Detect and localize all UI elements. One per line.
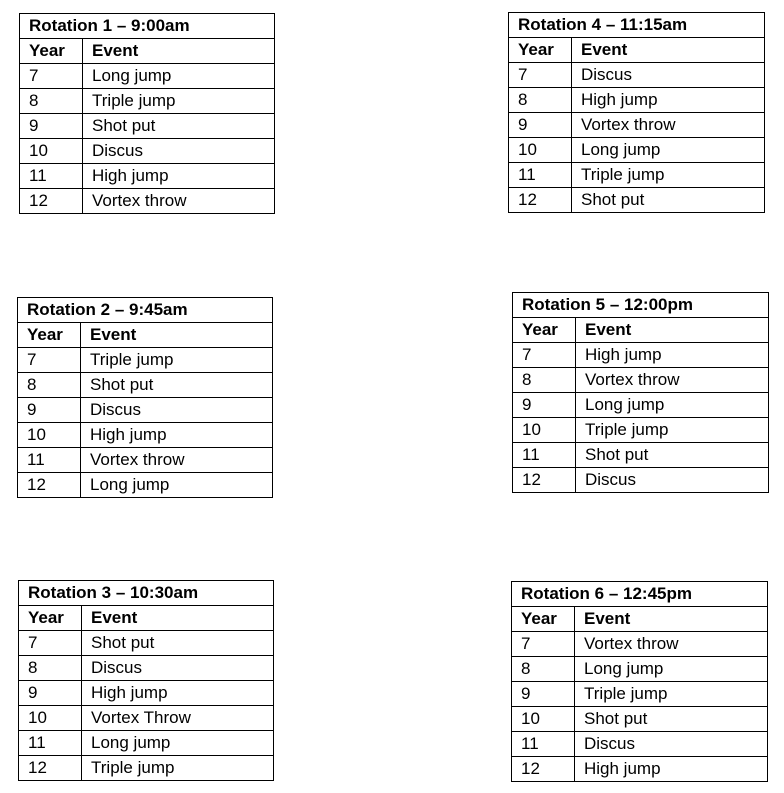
year-cell: 12	[513, 468, 576, 493]
table-row	[20, 164, 275, 189]
rotation-title-row	[20, 14, 275, 39]
rotation-title-row	[19, 581, 274, 606]
table-header-row	[509, 38, 765, 63]
year-cell: 8	[18, 373, 81, 398]
event-cell: High jump	[575, 757, 768, 782]
event-cell: High jump	[82, 681, 274, 706]
year-cell: 11	[20, 164, 83, 189]
event-cell: Triple jump	[575, 682, 768, 707]
year-cell: 10	[513, 418, 576, 443]
table-row	[18, 423, 273, 448]
event-cell: Shot put	[576, 443, 769, 468]
table-row	[19, 656, 274, 681]
table-row	[512, 732, 768, 757]
year-cell: 8	[19, 656, 82, 681]
year-cell: 10	[20, 139, 83, 164]
table-row	[509, 188, 765, 213]
rotation-3-table	[18, 580, 274, 781]
rotation-5-table	[512, 292, 769, 493]
table-row	[20, 189, 275, 214]
event-cell: Long jump	[82, 731, 274, 756]
event-cell: High jump	[83, 164, 275, 189]
event-cell: Vortex Throw	[82, 706, 274, 731]
year-column-header: Year	[18, 323, 81, 348]
event-cell: Triple jump	[572, 163, 765, 188]
event-cell: High jump	[572, 88, 765, 113]
year-cell: 12	[20, 189, 83, 214]
event-cell: Vortex throw	[576, 368, 769, 393]
table-row	[513, 443, 769, 468]
year-cell: 11	[19, 731, 82, 756]
table-row	[513, 468, 769, 493]
event-cell: Shot put	[82, 631, 274, 656]
year-cell: 9	[19, 681, 82, 706]
table-row	[512, 757, 768, 782]
event-cell: Shot put	[81, 373, 273, 398]
year-cell: 8	[20, 89, 83, 114]
event-cell: Triple jump	[81, 348, 273, 373]
table-row	[512, 707, 768, 732]
event-cell: Vortex throw	[81, 448, 273, 473]
year-cell: 7	[512, 632, 575, 657]
year-cell: 9	[18, 398, 81, 423]
rotation-4-title: Rotation 4 – 11:15am	[509, 13, 765, 38]
event-cell: Long jump	[83, 64, 275, 89]
year-cell: 12	[18, 473, 81, 498]
event-cell: Vortex throw	[572, 113, 765, 138]
event-column-header: Event	[82, 606, 274, 631]
table-row	[18, 373, 273, 398]
rotation-1-table	[19, 13, 275, 214]
event-cell: Discus	[575, 732, 768, 757]
table-row	[513, 418, 769, 443]
event-cell: Discus	[572, 63, 765, 88]
table-row	[509, 113, 765, 138]
event-cell: Discus	[83, 139, 275, 164]
event-column-header: Event	[83, 39, 275, 64]
table-row	[19, 706, 274, 731]
event-cell: Long jump	[81, 473, 273, 498]
rotation-6-table	[511, 581, 768, 782]
table-row	[18, 398, 273, 423]
year-cell: 10	[512, 707, 575, 732]
table-row	[19, 681, 274, 706]
rotation-title-row	[513, 293, 769, 318]
rotation-1-title: Rotation 1 – 9:00am	[20, 14, 275, 39]
rotation-title-row	[512, 582, 768, 607]
year-cell: 9	[20, 114, 83, 139]
table-row	[509, 163, 765, 188]
year-cell: 8	[509, 88, 572, 113]
event-cell: Triple jump	[83, 89, 275, 114]
event-cell: High jump	[81, 423, 273, 448]
table-header-row	[512, 607, 768, 632]
year-cell: 8	[513, 368, 576, 393]
table-row	[509, 88, 765, 113]
event-cell: Triple jump	[82, 756, 274, 781]
year-cell: 12	[509, 188, 572, 213]
table-header-row	[513, 318, 769, 343]
event-cell: Vortex throw	[575, 632, 768, 657]
rotation-title-row	[18, 298, 273, 323]
rotation-4-table	[508, 12, 765, 213]
rotation-2-title: Rotation 2 – 9:45am	[18, 298, 273, 323]
event-cell: High jump	[576, 343, 769, 368]
table-row	[18, 448, 273, 473]
table-row	[20, 139, 275, 164]
year-column-header: Year	[512, 607, 575, 632]
event-cell: Discus	[82, 656, 274, 681]
year-cell: 11	[509, 163, 572, 188]
table-row	[19, 756, 274, 781]
year-cell: 9	[509, 113, 572, 138]
event-cell: Long jump	[575, 657, 768, 682]
year-cell: 9	[513, 393, 576, 418]
year-cell: 9	[512, 682, 575, 707]
year-cell: 10	[509, 138, 572, 163]
rotation-6-title: Rotation 6 – 12:45pm	[512, 582, 768, 607]
table-row	[513, 368, 769, 393]
table-row	[19, 631, 274, 656]
year-column-header: Year	[19, 606, 82, 631]
table-row	[20, 114, 275, 139]
rotation-2-table	[17, 297, 273, 498]
event-cell: Long jump	[572, 138, 765, 163]
year-cell: 7	[509, 63, 572, 88]
year-cell: 7	[20, 64, 83, 89]
year-cell: 11	[513, 443, 576, 468]
table-row	[20, 64, 275, 89]
event-cell: Long jump	[576, 393, 769, 418]
table-row	[512, 657, 768, 682]
event-column-header: Event	[572, 38, 765, 63]
year-cell: 12	[19, 756, 82, 781]
table-row	[512, 682, 768, 707]
year-column-header: Year	[509, 38, 572, 63]
year-cell: 10	[18, 423, 81, 448]
table-row	[18, 473, 273, 498]
table-row	[509, 63, 765, 88]
event-column-header: Event	[575, 607, 768, 632]
table-header-row	[19, 606, 274, 631]
year-cell: 7	[513, 343, 576, 368]
table-row	[20, 89, 275, 114]
table-row	[19, 731, 274, 756]
year-cell: 11	[18, 448, 81, 473]
event-cell: Discus	[81, 398, 273, 423]
event-cell: Triple jump	[576, 418, 769, 443]
rotation-5-title: Rotation 5 – 12:00pm	[513, 293, 769, 318]
year-cell: 7	[19, 631, 82, 656]
year-column-header: Year	[20, 39, 83, 64]
table-row	[18, 348, 273, 373]
rotation-title-row	[509, 13, 765, 38]
event-column-header: Event	[576, 318, 769, 343]
table-row	[513, 393, 769, 418]
table-row	[513, 343, 769, 368]
event-cell: Shot put	[83, 114, 275, 139]
event-cell: Vortex throw	[83, 189, 275, 214]
year-cell: 8	[512, 657, 575, 682]
table-row	[509, 138, 765, 163]
event-cell: Shot put	[575, 707, 768, 732]
table-header-row	[18, 323, 273, 348]
year-cell: 10	[19, 706, 82, 731]
year-cell: 11	[512, 732, 575, 757]
rotation-3-title: Rotation 3 – 10:30am	[19, 581, 274, 606]
year-cell: 12	[512, 757, 575, 782]
year-column-header: Year	[513, 318, 576, 343]
year-cell: 7	[18, 348, 81, 373]
table-row	[512, 632, 768, 657]
event-cell: Discus	[576, 468, 769, 493]
table-header-row	[20, 39, 275, 64]
event-cell: Shot put	[572, 188, 765, 213]
event-column-header: Event	[81, 323, 273, 348]
